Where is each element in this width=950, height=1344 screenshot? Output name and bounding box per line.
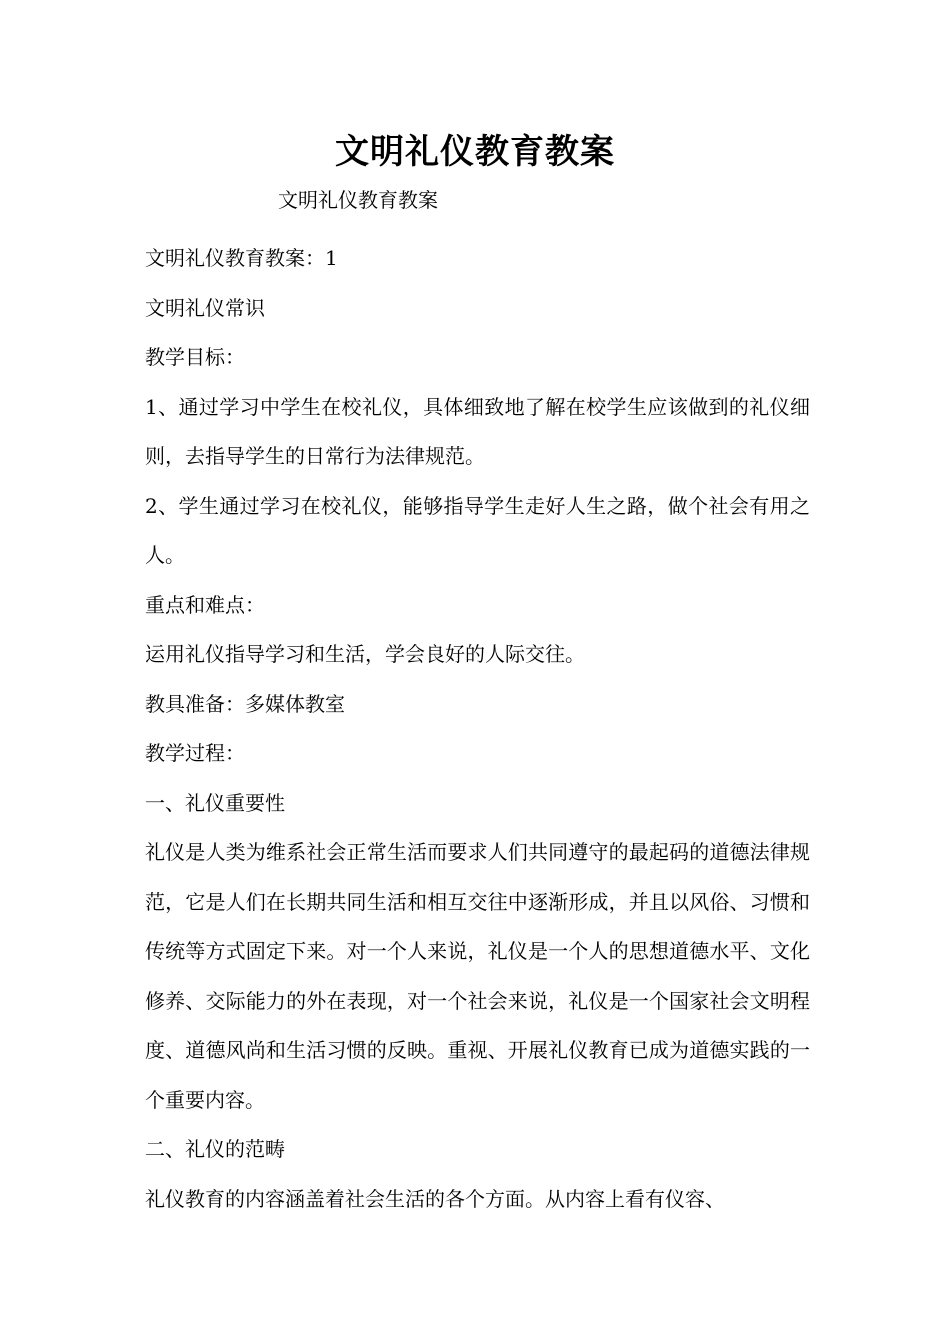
heading-section-2: 二、礼仪的范畴 <box>145 1137 285 1161</box>
document-subtitle: 文明礼仪教育教案 <box>278 188 438 212</box>
paragraph-goal-2: 2、学生通过学习在校礼仪，能够指导学生走好人生之路，做个社会有用之人。 <box>145 493 810 567</box>
paragraph-section-2: 礼仪教育的内容涵盖着社会生活的各个方面。从内容上看有仪容、 <box>145 1186 725 1211</box>
document-title: 文明礼仪教育教案 <box>335 132 615 172</box>
heading-teaching-goals: 教学目标： <box>145 345 245 369</box>
heading-key-points: 重点和难点： <box>145 592 265 617</box>
heading-teaching-process: 教学过程： <box>145 741 245 765</box>
paragraph-plan-number: 文明礼仪教育教案：1 <box>145 246 338 270</box>
paragraph-goal-1: 1、通过学习中学生在校礼仪，具体细致地了解在校学生应该做到的礼仪细则，去指导学生的日常行为法律规范。 <box>145 394 810 468</box>
paragraph-key-points: 运用礼仪指导学习和生活，学会良好的人际交往。 <box>145 642 585 666</box>
document-body <box>145 234 810 1224</box>
paragraph-teaching-aids: 教具准备：多媒体教室 <box>145 691 345 716</box>
paragraph-topic: 文明礼仪常识 <box>145 295 265 320</box>
heading-section-1: 一、礼仪重要性 <box>145 790 285 815</box>
paragraph-section-1: 礼仪是人类为维系社会正常生活而要求人们共同遵守的最起码的道德法律规范，它是人们在长期共同生活和相互交往中逐渐形成，并且以风俗、习惯和传统等方式固定下来。对一个人来说，礼仪是一个人的思想道德水平、文化修养、交际能力的外在表现，对一个社会来说，礼仪是一个国家社会文明程度、道德风尚和生活习惯的反映。重视、开展礼仪教育已成为道德实践的一个重要内容。 <box>145 840 810 1112</box>
